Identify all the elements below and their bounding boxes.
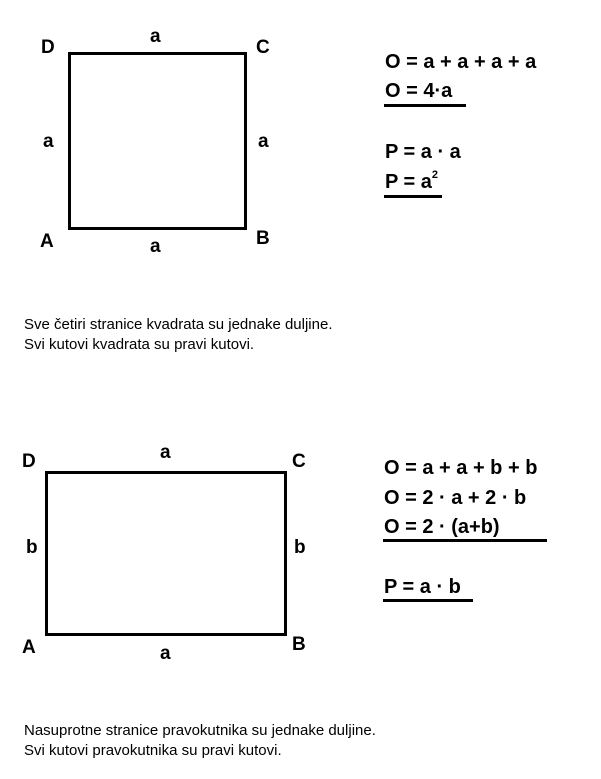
rectangle-perimeter-underline <box>383 539 547 542</box>
square-side-left: a <box>43 131 54 152</box>
square-description-line-1: Sve četiri stranice kvadrata su jednake duljine. <box>24 316 333 333</box>
rectangle-shape <box>45 471 287 636</box>
square-area-exponent: 2 <box>431 169 439 181</box>
rectangle-side-bottom: a <box>160 643 171 664</box>
square-side-right: a <box>258 131 269 152</box>
rectangle-vertex-d: D <box>22 451 36 472</box>
rectangle-vertex-c: C <box>292 451 306 472</box>
square-side-top: a <box>150 26 161 47</box>
rectangle-description-line-2: Svi kutovi pravokutnika su pravi kutovi. <box>24 741 282 759</box>
square-description-line-2: Svi kutovi kvadrata su pravi kutovi. <box>24 335 255 353</box>
square-area-formula-1: P = a · a <box>385 141 461 163</box>
square-area-underline <box>384 195 442 198</box>
rectangle-perimeter-formula-2: O = 2 · a + 2 · b <box>384 487 527 509</box>
square-area-formula-2 <box>385 169 439 193</box>
square-vertex-c: C <box>256 37 270 58</box>
rectangle-side-top: a <box>160 442 171 463</box>
rectangle-perimeter-formula-3: O = 2 · (a+b) <box>384 516 500 538</box>
rectangle-vertex-b: B <box>292 634 306 655</box>
square-vertex-a: A <box>40 231 54 252</box>
rectangle-perimeter-formula-1: O = a + a + b + b <box>384 457 538 479</box>
rectangle-area-underline <box>383 599 473 602</box>
square-vertex-d: D <box>41 37 55 58</box>
rectangle-side-right: b <box>294 537 306 558</box>
rectangle-side-left: b <box>26 537 38 558</box>
square-perimeter-formula-1: O = a + a + a + a <box>385 51 537 73</box>
rectangle-description-line-1: Nasuprotne stranice pravokutnika su jednake duljine. <box>24 722 376 739</box>
rectangle-vertex-a: A <box>22 637 36 658</box>
square-shape <box>68 52 247 230</box>
square-perimeter-underline <box>384 104 466 107</box>
square-vertex-b: B <box>256 228 270 249</box>
square-perimeter-formula-2: O = 4·a <box>385 80 453 102</box>
square-side-bottom: a <box>150 236 161 257</box>
rectangle-area-formula-1: P = a · b <box>384 576 461 598</box>
square-area-base: P = a <box>385 171 432 193</box>
square-description <box>24 315 333 354</box>
rectangle-description <box>24 721 376 760</box>
